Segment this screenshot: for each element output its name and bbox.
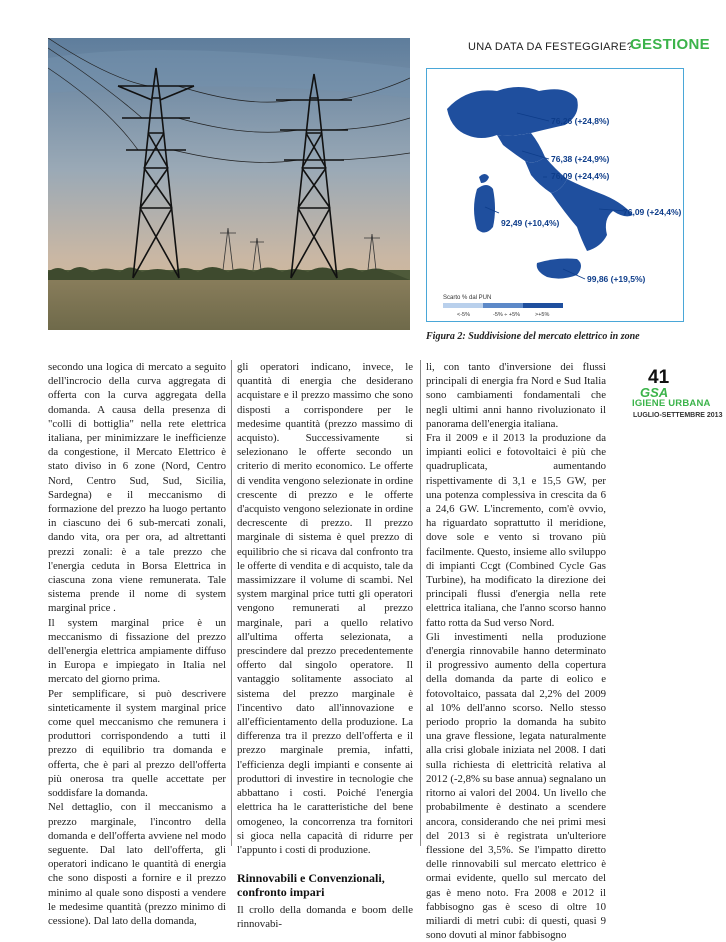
column-divider	[231, 360, 232, 846]
label-sud: 76,09 (+24,4%)	[623, 207, 682, 217]
legend-item-mid: -5% ÷ +5%	[493, 312, 521, 318]
legend-title: Scarto % dal PUN	[443, 295, 492, 301]
paragraph: secondo una logica di mercato a seguito dell'incrocio della curva aggregata di offerta con la curva aggregata della domanda. A causa della presenza di "colli di bottiglia" nella rete elettrica italiana, per minimizzare le inefficienze da congestione, il Mercato Elettrico è stato diviso in 6 zone (Nord, Centro Nord, Centro Sud, Sud, Sicilia, Sardegna) e il meccanismo di formazione del prezzo ha luogo pertanto in ciascuno dei 6 sub-mercati zonali, dando vita, ora per ora, ad altrettanti prezzi zonali: è a tale prezzo che l'energia ceduta in Borsa Elettrica in ciascuna zona viene remunerata. Tale sistema prende il nome di system marginal price .	[48, 361, 226, 615]
article-column-2	[237, 360, 413, 932]
label-sicilia: 99,86 (+19,5%)	[587, 274, 646, 284]
paragraph: gli operatori indicano, invece, le quantità di energia che desiderano acquistare e il prezzo massimo che sono disposti a corrispondere per le medesime quantità (prezzo massimo di acquisto). Successivamente si selezionano le offerte secondo un criterio di merito economico. Le offerte di vendita vengono selezionate in ordine crescente di prezzo e le offerte d'acquisto vengono selezionate in ordine decrescente di prezzo. Il prezzo marginale di sistema è quel prezzo di equilibrio che si ricava dal confronto tra le offerte di vendita e di acquisto, tale da massimizzare il volume di scambi. Nel system marginal price tutti gli operatori vengono remunerati al prezzo marginale, pari a quello relativo all'ultima offerta selezionata, a prescindere dal prezzo precedentemente offerto dal singolo operatore. Il vantaggio solitamente associato al sistema del prezzo marginale è l'incentivo dato all'innovazione e all'efficientamento della produzione. La differenza tra il prezzo dell'offerta e il prezzo marginale premia, infatti, l'efficienza degli impianti e consente ai produttori di investire in tecnologie che abbattano i costi. Poiché l'energia elettrica ha le caratteristiche del bene omogeneo, la concorrenza tra fornitori si gioca nella capacità di ridurre per l'appunto i costi di produzione.	[237, 361, 413, 856]
paragraph: Gli investimenti nella produzione d'energia rinnovabile hanno determinato il progressivo aumento della copertura della domanda da parte di eolico e fotovoltaico, passata dal 2,2% del 2009 al 10% dell'anno scorso. Nello stesso periodo proprio la domanda ha subito una grave flessione, legata naturalmente alla crisi globale iniziata nel 2008. I dati sulla richiesta di elettricità relativa al 2012 (-2,8% su base annua) segnalano un ritorno ai valori del 2004. Un livello che probabilmente è destinato a scendere ancora, considerando che nei primi mesi del 2013 si è registrata un'ulteriore flessione del 3,5%. Se l'impatto diretto delle rinnovabili sul mercato elettrico è ormai evidente, quello sul mercato del gas è meno noto. Fra 2008 e 2012 il fabbisogno gas è sceso di oltre 10 miliardi di metri cubi: di questi, quasi 9 sono dovuti al minor fabbisogno	[426, 630, 606, 942]
zone-sardegna-shape	[474, 185, 495, 233]
article-column-1	[48, 360, 226, 928]
zone-sud-shape	[551, 179, 633, 251]
paragraph: Per semplificare, si può descrivere sinteticamente il system marginal price come quel meccanismo che remunera i produttori corrispondendo a tutti il prezzo di equilibrio tra domanda e offerta, che è pari al prezzo dell'offerta più onerosa tra quelle accettate per soddisfare la domanda.	[48, 687, 226, 800]
article-column-3	[426, 360, 606, 942]
zone-centro-nord-shape	[497, 133, 545, 162]
column-divider	[420, 360, 421, 846]
gsa-logo: GSA	[640, 385, 669, 400]
label-centro-nord: 76,38 (+24,9%)	[551, 154, 610, 164]
figure-caption: Figura 2: Suddivisione del mercato elettrico in zone	[426, 331, 640, 342]
legend-item-low: <-5%	[457, 312, 470, 318]
italy-zones-map	[426, 68, 684, 322]
page-number: 41	[648, 367, 670, 388]
legend-swatch-low	[443, 303, 483, 308]
paragraph: Fra il 2009 e il 2013 la produzione da impianti eolici e fotovoltaici è più che quadruplicata, aumentando rispettivamente di 3,1 e 15,5 GW, per una potenza complessiva in crescita da 6 a 24,6 GW. L'incremento, com'è ovvio, ha riguardato soprattutto il meridione, dove sole e vento si trovano più facilmente. Questo, insieme allo sviluppo di impianti Ccgt (Combined Cycle Gas Turbine), ha modificato la direzione dei principali flussi d'energia nella rete elettrica italiana, che l'anno scorso hanno fatto rotta da Sud verso Nord.	[426, 432, 606, 629]
paragraph: Il system marginal price è un meccanismo di fissazione del prezzo dell'energia elettrica ampiamente diffuso in Europa e impiegato in Italia nel mercato del giorno prima.	[48, 616, 226, 686]
paragraph: Il crollo della domanda e boom delle rinnovabi-	[237, 904, 413, 931]
legend-swatch-mid	[483, 303, 523, 308]
paragraph: Nel dettaglio, con il meccanismo a prezzo marginale, l'incontro della domanda e dell'offerta avviene nel modo seguente. Dal lato dell'offerta, gli operatori indicano le quantità di energia che sono disposti a fornire e il prezzo minimo al quale sono disposti a vendere le medesime quantità (prezzo minimo di cessione). Dal lato della domanda,	[48, 801, 226, 927]
power-pylons-photo	[48, 38, 410, 330]
legend-item-high: >+5%	[535, 312, 550, 318]
label-centro-sud: 76,09 (+24,4%)	[551, 171, 610, 181]
zone-nord-shape	[447, 87, 578, 138]
issue-date: LUGLIO-SETTEMBRE 2013	[633, 412, 723, 419]
category-label: GESTIONE	[630, 36, 710, 53]
magazine-name: IGIENE URBANA	[632, 398, 711, 409]
label-nord: 76,26 (+24,8%)	[551, 116, 610, 126]
legend-swatch-high	[523, 303, 563, 308]
paragraph: li, con tanto d'inversione dei flussi principali di energia fra Nord e Sud Italia sono cambiamenti fondamentali che negli ultimi anni hanno rivoluzionato il panorama dell'energia italiana.	[426, 361, 606, 430]
section-heading: Rinnovabili e Convenzionali, confronto impari	[237, 871, 385, 900]
label-sardegna: 92,49 (+10,4%)	[501, 218, 560, 228]
section-label: UNA DATA DA FESTEGGIARE?	[468, 41, 634, 53]
zone-sicilia-shape	[537, 259, 581, 279]
